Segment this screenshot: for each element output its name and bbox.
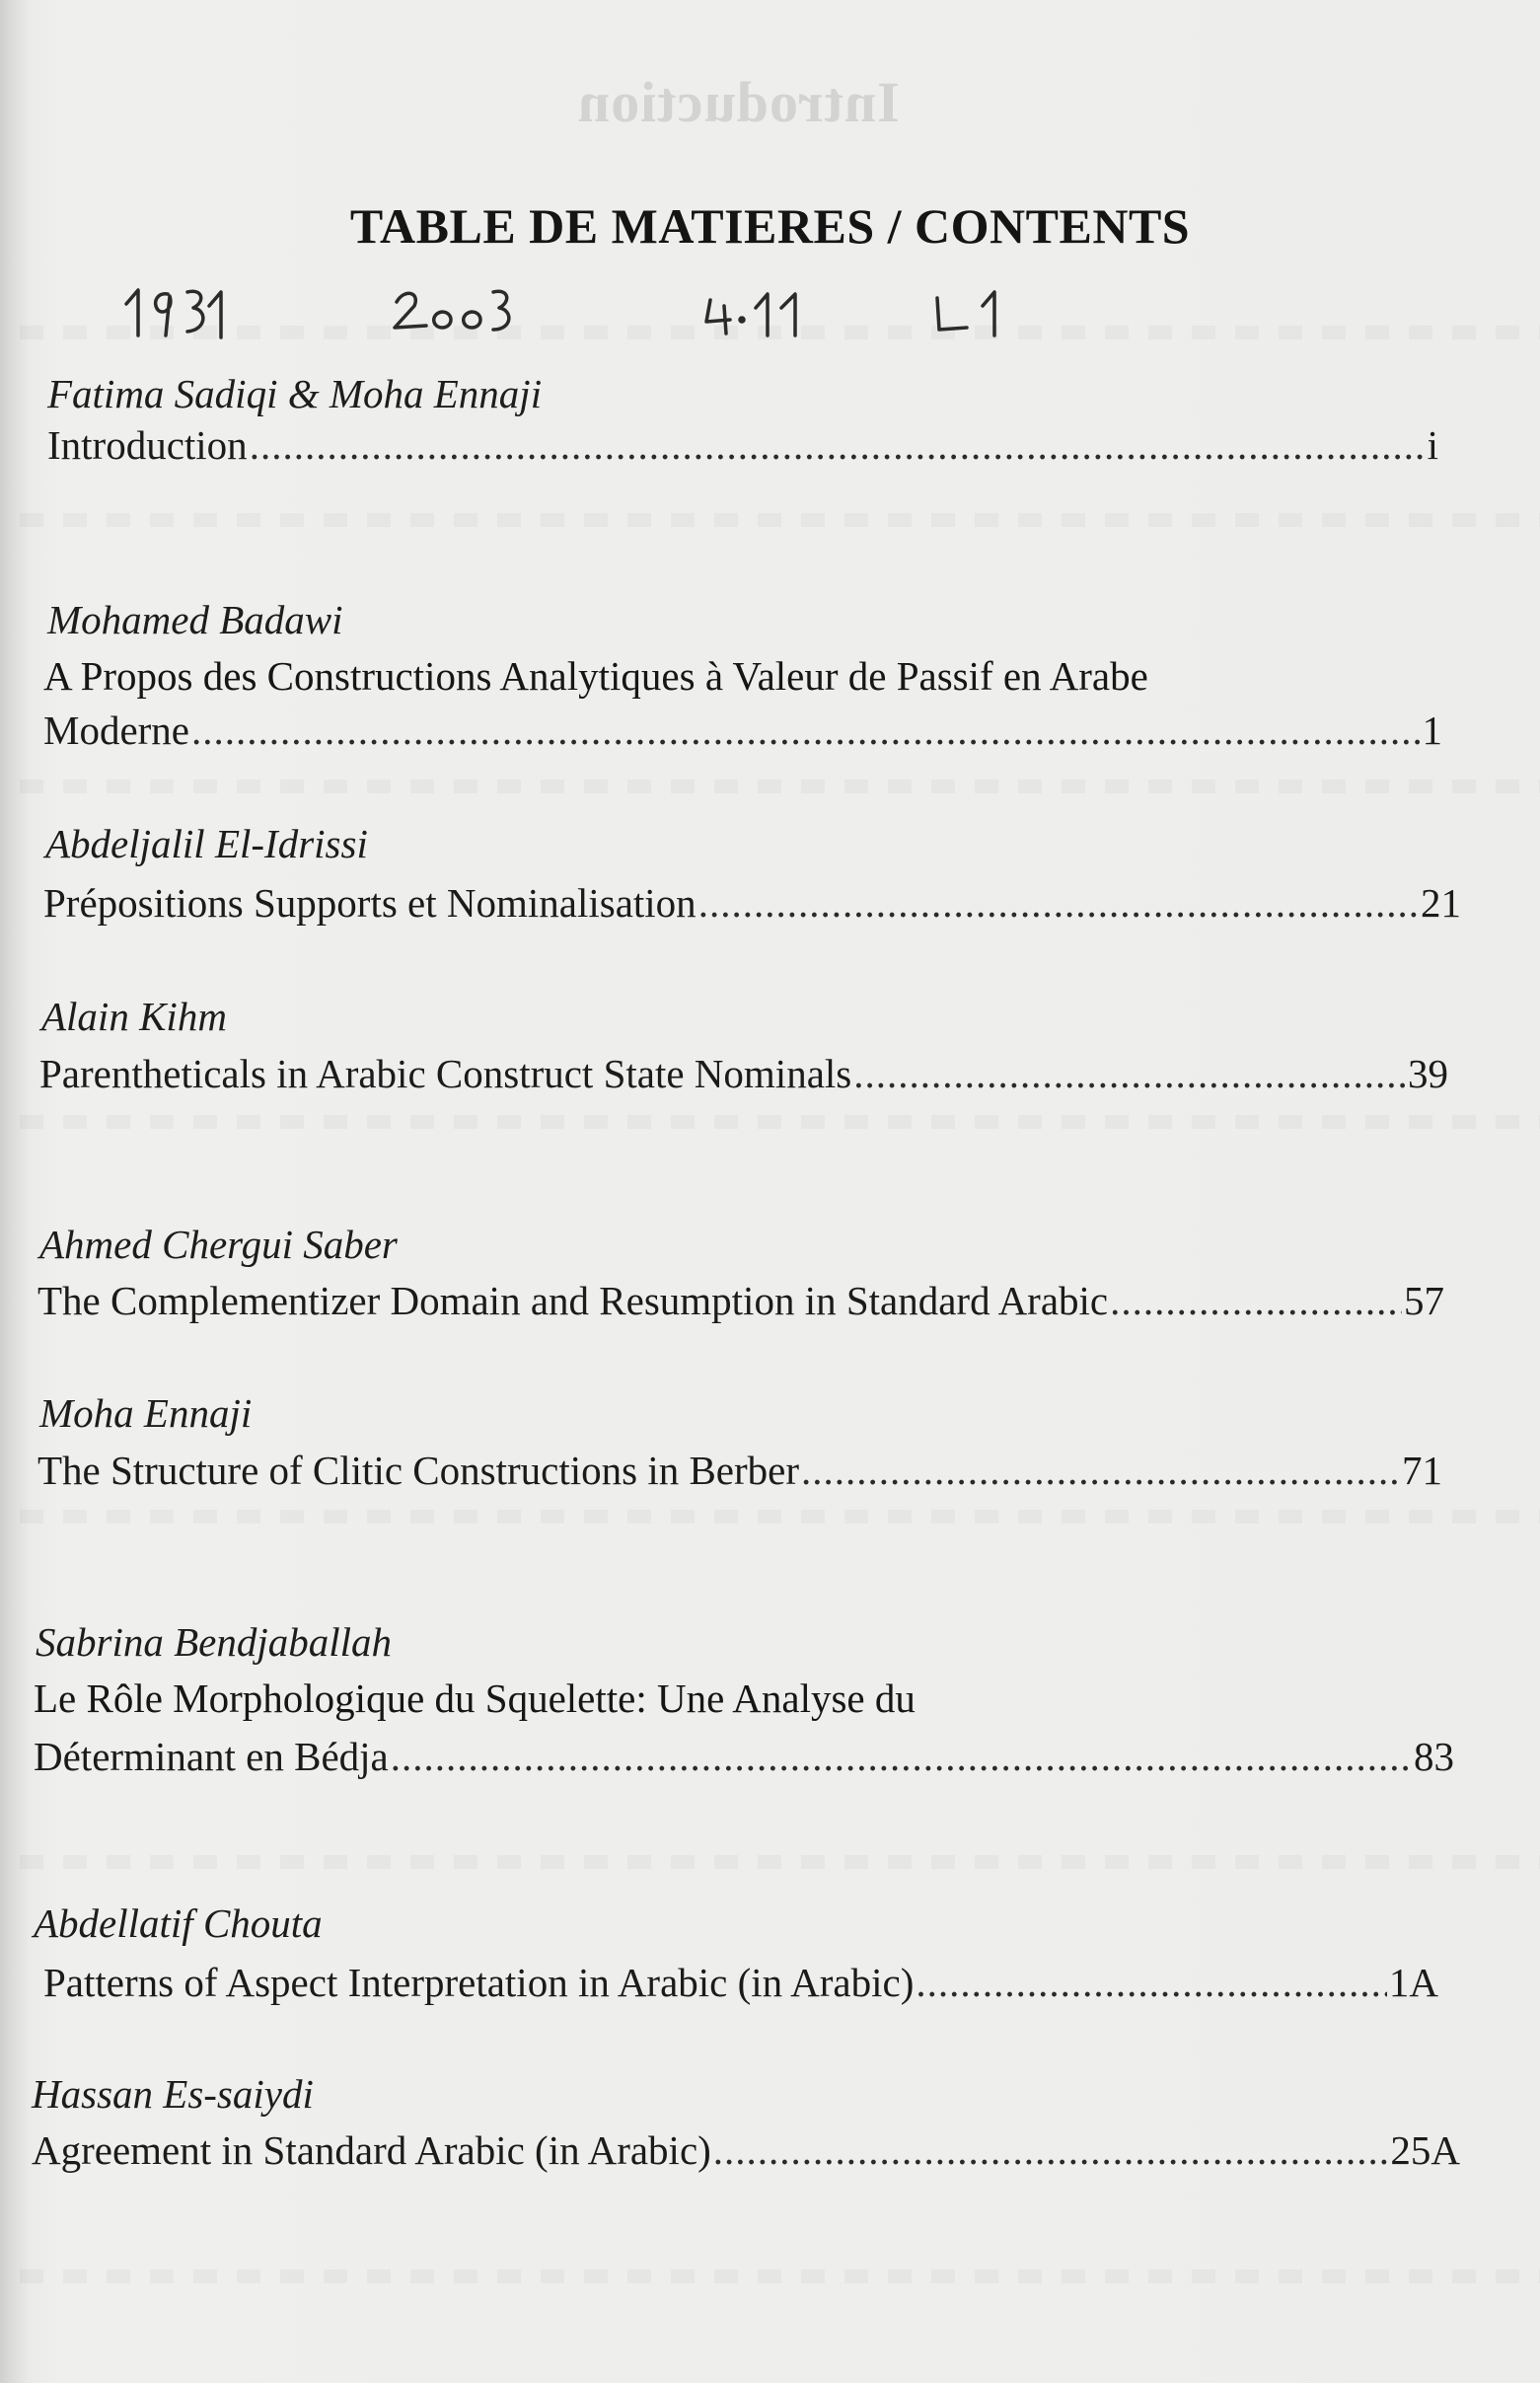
bleed-through-line [0,1855,1540,1869]
toc-title: Agreement in Standard Arabic (in Arabic) [32,2127,711,2173]
toc-title: Le Rôle Morphologique du Squelette: Une Analyse du [34,1676,916,1721]
toc-title: Prépositions Supports et Nominalisation [43,880,697,926]
toc-author: Mohamed Badawi [47,597,343,642]
toc-entry-line[interactable] [32,2126,1460,2174]
bleed-through-line [0,513,1540,527]
toc-entry-line[interactable] [37,1447,1442,1494]
toc-page-number: 1 [1422,707,1442,753]
bleed-through-heading: Introduction [577,70,900,134]
toc-entry-line[interactable] [34,1733,1454,1780]
dot-leader [1110,1277,1402,1324]
page-title: TABLE DE MATIERES / CONTENTS [349,198,1191,254]
toc-author: Fatima Sadiqi & Moha Ennaji [47,371,543,416]
dot-leader [250,421,1426,469]
dot-leader [916,1959,1387,2006]
dot-leader [801,1447,1400,1494]
toc-page-number: i [1427,422,1438,468]
toc-page-number: 21 [1421,880,1461,926]
toc-page-number: 39 [1408,1051,1448,1096]
toc-entry-line[interactable] [47,421,1438,469]
bleed-through-line [0,1510,1540,1524]
toc-title: The Structure of Clitic Constructions in Berber [37,1448,800,1493]
toc-title: A Propos des Constructions Analytiques à Valeur de Passif en Arabe [43,653,1148,699]
dot-leader [191,707,1420,754]
bleed-through-line [0,780,1540,793]
toc-entry-line[interactable] [43,1959,1438,2006]
dot-leader [853,1050,1406,1097]
toc-title-continued: Moderne [43,707,190,753]
toc-author: Sabrina Bendjaballah [36,1619,393,1665]
toc-entry-line[interactable] [39,1050,1448,1097]
toc-page-number: 1A [1388,1960,1438,2005]
toc-title: Parentheticals in Arabic Construct State Nominals [39,1051,852,1096]
bleed-through-line [0,2270,1540,2283]
toc-title-continued: Déterminant en Bédja [34,1734,389,1779]
toc-author: Abdeljalil El-Idrissi [45,821,368,866]
bleed-through-line [0,1115,1540,1129]
toc-author: Alain Kihm [41,994,227,1039]
toc-title: Patterns of Aspect Interpretation in Arabic (in Arabic) [43,1960,915,2005]
toc-author: Hassan Es-saiydi [32,2071,314,2117]
toc-entry-line[interactable] [43,707,1442,754]
toc-page-number: 71 [1402,1448,1442,1493]
toc-entry-line[interactable] [43,879,1461,927]
handwritten-note-drawing [0,284,1540,343]
dot-leader [698,879,1419,927]
toc-page-number: 83 [1414,1734,1454,1779]
dot-leader [391,1733,1412,1780]
toc-title: Introduction [47,422,248,468]
toc-author: Abdellatif Chouta [34,1900,323,1946]
toc-author: Ahmed Chergui Saber [39,1222,398,1267]
toc-page-number: 57 [1404,1278,1444,1323]
toc-title: The Complementizer Domain and Resumption in Standard Arabic [37,1278,1109,1323]
handwritten-note [0,284,1540,343]
toc-page-number: 25A [1390,2127,1460,2173]
dot-leader [713,2126,1389,2174]
toc-entry-line[interactable] [37,1277,1444,1324]
toc-author: Moha Ennaji [39,1390,253,1436]
